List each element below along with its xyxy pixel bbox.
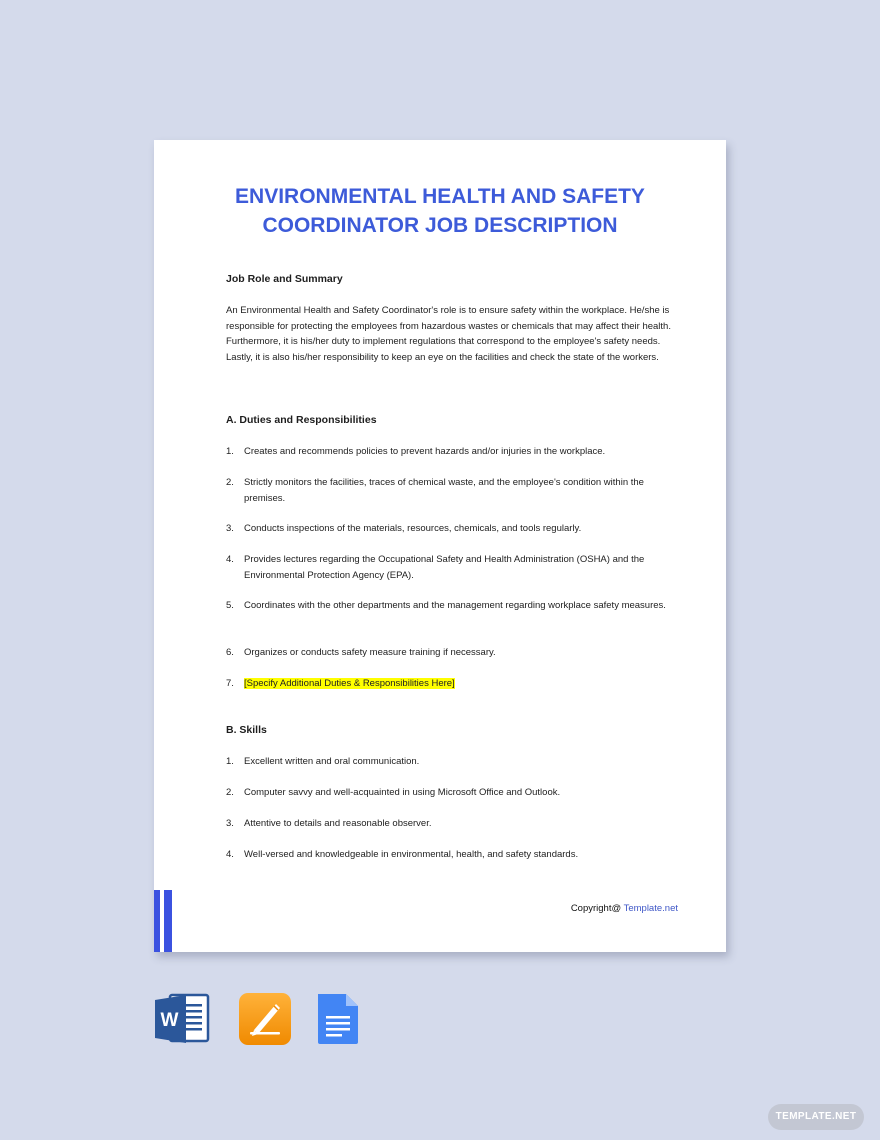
document-title [194, 182, 686, 240]
accent-bar-right [164, 890, 172, 952]
duty-item [226, 444, 682, 460]
summary-paragraph: An Environmental Health and Safety Coordinator's role is to ensure safety within the workplace. He/she is responsible for protecting the employees from hazardous wastes or chemicals that may affect their health. Furthermore, it is his/her duty to implement regulations that correspond to the employee's safety needs. Lastly, it is also his/her responsibility to keep an eye on the facilities and check the state of the workers. [226, 305, 671, 363]
word-letter: W [160, 1010, 179, 1031]
template-net-badge[interactable]: TEMPLATE.NET [768, 1104, 864, 1130]
document-page [154, 140, 726, 952]
placeholder-highlight[interactable]: [Specify Additional Duties & Responsibilities Here] [244, 678, 455, 689]
duty-number: 3. [226, 523, 234, 534]
duty-text: Organizes or conducts safety measure training if necessary. [244, 647, 496, 658]
duty-number: 2. [226, 477, 234, 488]
duty-text: Creates and recommends policies to prevent hazards and/or injuries in the workplace. [244, 446, 606, 457]
duty-number: 1. [226, 446, 234, 457]
skill-text: Excellent written and oral communication. [244, 756, 420, 767]
duty-item [226, 552, 682, 583]
summary-heading: Job Role and Summary [226, 273, 343, 285]
skill-number: 3. [226, 818, 234, 829]
skill-text: Attentive to details and reasonable observer. [244, 818, 432, 829]
duty-text: Strictly monitors the facilities, traces of chemical waste, and the employee's condition within the premises. [244, 477, 644, 504]
copyright-notice [571, 903, 678, 914]
duty-text: Provides lectures regarding the Occupational Safety and Health Administration (OSHA) and the Environmental Protection Agency (EPA). [244, 554, 645, 581]
title-line-2: COORDINATOR JOB DESCRIPTION [262, 214, 618, 237]
duty-item [226, 475, 682, 506]
skills-heading: B. Skills [226, 724, 267, 736]
duty-item [226, 676, 682, 692]
skill-item [226, 847, 682, 863]
duty-number: 5. [226, 600, 234, 611]
copyright-label: Copyright@ [570, 903, 624, 914]
skill-number: 4. [226, 849, 234, 860]
skill-number: 2. [226, 787, 234, 798]
skill-text: Well-versed and knowledgeable in environmental, health, and safety standards. [244, 849, 579, 860]
duty-text: Conducts inspections of the materials, resources, chemicals, and tools regularly. [244, 523, 582, 534]
skill-text: Computer savvy and well-acquainted in using Microsoft Office and Outlook. [244, 787, 561, 798]
skill-number: 1. [226, 756, 234, 767]
skill-item [226, 754, 682, 770]
skill-item [226, 816, 682, 832]
google-docs-icon[interactable] [316, 992, 360, 1046]
pages-icon[interactable] [238, 992, 292, 1046]
title-line-1: ENVIRONMENTAL HEALTH AND SAFETY [235, 185, 645, 208]
duties-heading: A. Duties and Responsibilities [226, 414, 377, 426]
duty-number: 4. [226, 554, 234, 565]
duty-item [226, 521, 682, 537]
duty-number: 7. [226, 678, 234, 689]
duty-number: 6. [226, 647, 234, 658]
duty-item [226, 598, 682, 614]
copyright-link[interactable]: Template.net [623, 903, 678, 914]
duty-text: Coordinates with the other departments and the management regarding workplace safety measures. [244, 600, 666, 611]
accent-bar-left [154, 890, 160, 952]
skill-item [226, 785, 682, 801]
duty-item [226, 645, 682, 661]
word-icon[interactable] [154, 992, 212, 1046]
